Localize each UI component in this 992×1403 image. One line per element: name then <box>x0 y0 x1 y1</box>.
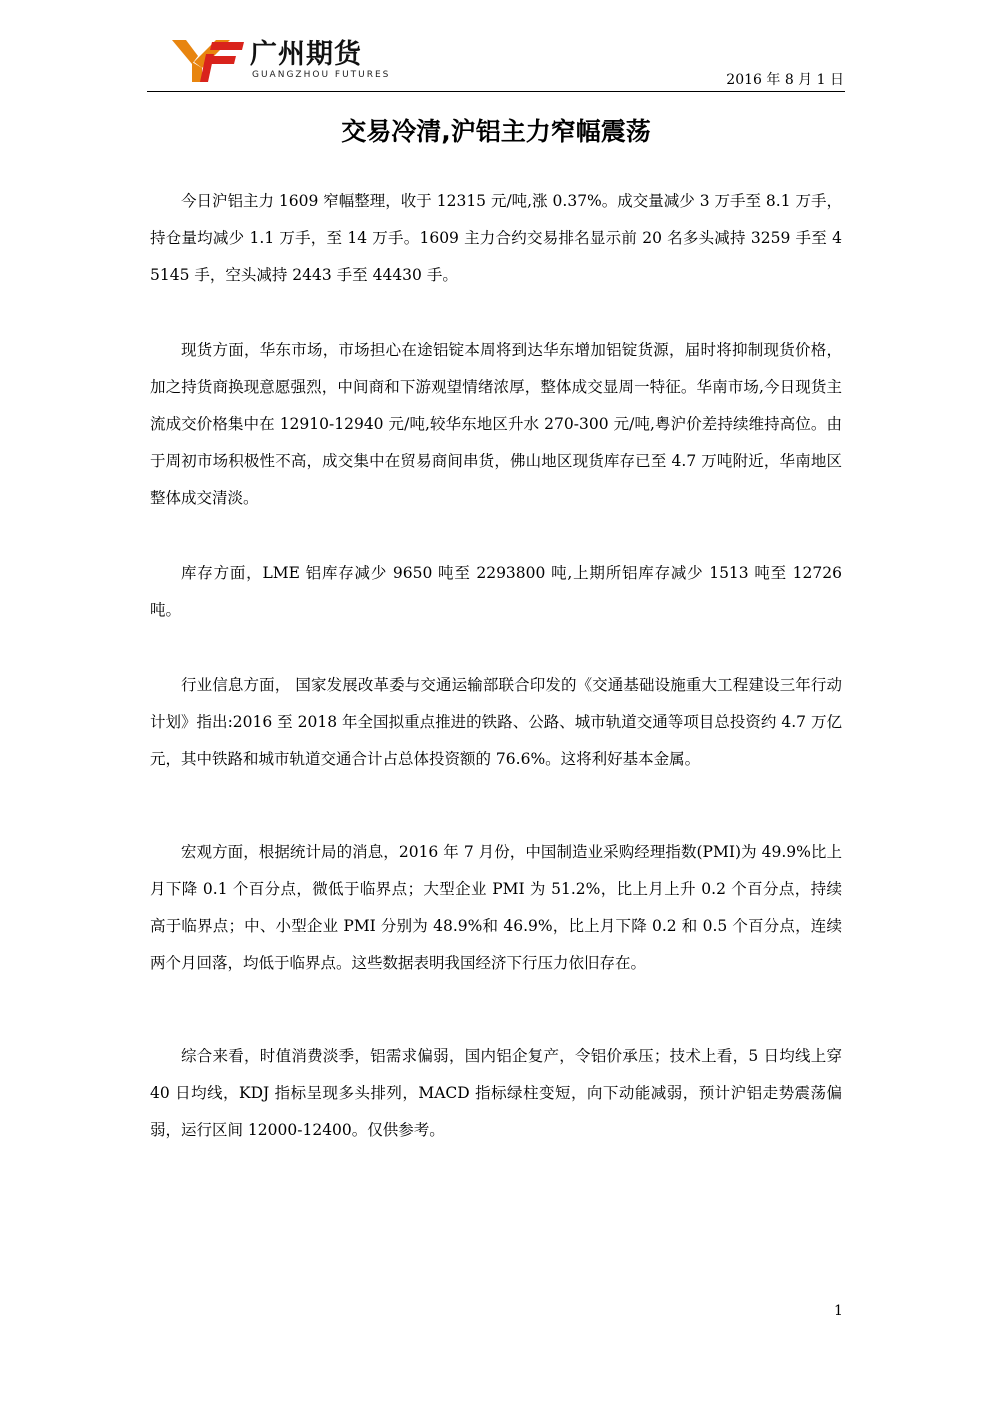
header-divider <box>147 91 845 92</box>
report-date: 2016 年 8 月 1 日 <box>726 72 844 88</box>
logo-english-name: GUANGZHOU FUTURES <box>252 70 391 80</box>
yf-logo-mark-icon <box>172 38 244 82</box>
paragraph-macro: 宏观方面，根据统计局的消息，2016 年 7 月份，中国制造业采购经理指数(PMI)为 49.9%比上月下降 0.1 个百分点，微低于临界点；大型企业 PMI 为 51.2%，比上月上升 0.2 个百分点，持续高于临界点；中、小型企业 PMI 分别为 48.9%和 46.9%，比上月下降 0.2 和 0.5 个百分点，连续两个月回落，均低于临界点。这些数据表明我国经济下行压力依旧存在。 <box>150 843 842 972</box>
paragraph-spot: 现货方面，华东市场，市场担心在途铝锭本周将到达华东增加铝锭货源，届时将抑制现货价格，加之持货商换现意愿强烈，中间商和下游观望情绪浓厚，整体成交显周一特征。华南市场,今日现货主流成交价格集中在 12910-12940 元/吨,较华东地区升水 270-300 元/吨,粤沪价差持续维持高位。由于周初市场积极性不高，成交集中在贸易商间串货，佛山地区现货库存已至 4.7 万吨附近，华南地区整体成交清淡。 <box>150 341 842 507</box>
paragraph-industry: 行业信息方面， 国家发展改革委与交通运输部联合印发的《交通基础设施重大工程建设三年行动计划》指出:2016 至 2018 年全国拟重点推进的铁路、公路、城市轨道交通等项目总投资约 4.7 万亿元，其中铁路和城市轨道交通合计占总体投资额的 76.6%。这将利好基本金属。 <box>150 676 842 768</box>
logo-chinese-name: 广州期货 <box>250 39 362 70</box>
document-body <box>150 183 842 1149</box>
page-number: 1 <box>834 1303 843 1319</box>
document-title: 交易冷清,沪铝主力窄幅震荡 <box>341 117 651 146</box>
paragraph-inventory: 库存方面，LME 铝库存减少 9650 吨至 2293800 吨,上期所铝库存减少 1513 吨至 12726 吨。 <box>150 564 842 619</box>
company-logo <box>172 38 391 84</box>
paragraph-futures: 今日沪铝主力 1609 窄幅整理，收于 12315 元/吨,涨 0.37%。成交量减少 3 万手至 8.1 万手，持仓量均减少 1.1 万手，至 14 万手。1609 主力合约交易排名显示前 20 名多头减持 3259 手至 45145 手，空头减持 2443 手至 44430 手。 <box>150 192 842 284</box>
paragraph-summary: 综合来看，时值消费淡季，铝需求偏弱，国内铝企复产，令铝价承压；技术上看，5 日均线上穿 40 日均线，KDJ 指标呈现多头排列，MACD 指标绿柱变短，向下动能减弱，预计沪铝走势震荡偏弱，运行区间 12000-12400。仅供参考。 <box>150 1047 842 1139</box>
